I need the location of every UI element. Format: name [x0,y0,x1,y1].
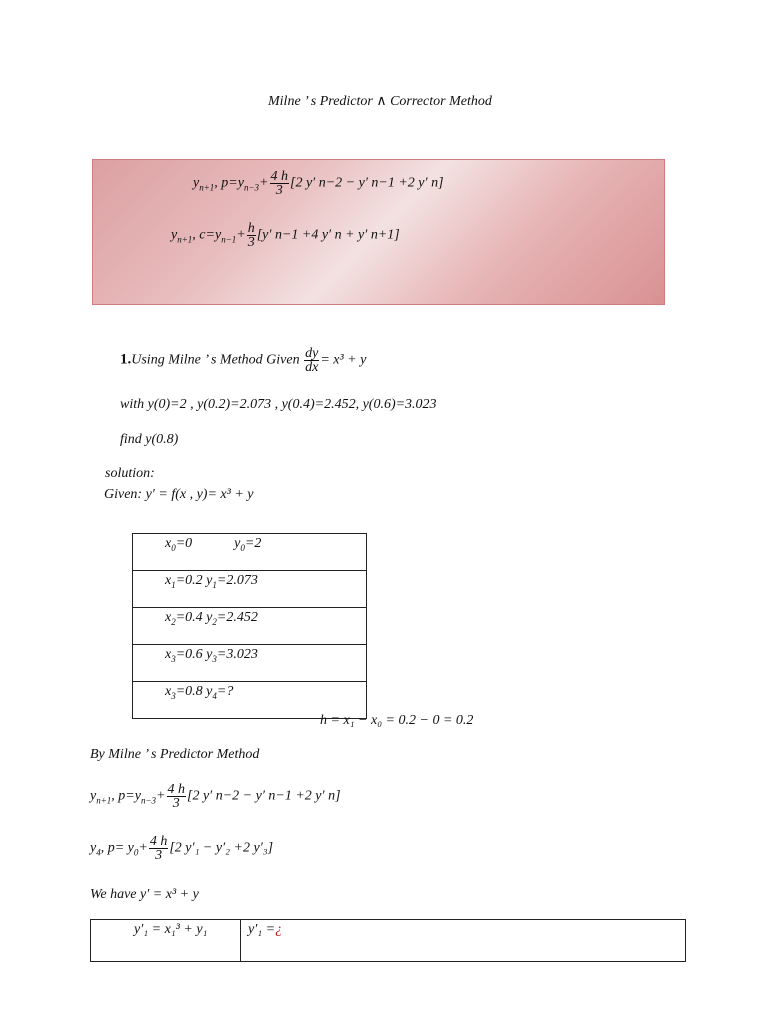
problem-statement: 1.Using Milne ’ s Method Given $\frac{dy}{dx}$ = x³ + y [120,346,367,375]
step-size: h = x₁ − x₀ = 0.2 − 0 = 0.2 [320,713,474,728]
corrector-formula: $y_{n+1}$, $c=y_{n-1}+$ $\frac{h}{3}$ [y′ n−1 +4 y′ n + y′ n+1] [171,221,400,250]
table-cell: $x_3=0.6$ $y_3=3.023$ [133,645,367,682]
derivative-formula-cell: y′₁ = x₁³ + y₁ [91,920,241,962]
table-row [91,920,686,962]
general-predictor-formula: $y_{n+1}$, $p=y_{n-3}+$ $\frac{4 h}{3}$ [2 y′ n−2 − y′ n−1 +2 y′ n] [90,782,341,811]
data-table [132,533,367,719]
formula-box [92,159,665,305]
table-cell: $x_2=0.4$ $y_2=2.452$ [133,608,367,645]
page-title: Milne ’ s Predictor ∧ Corrector Method [268,94,492,109]
we-have-line: We have y′ = x³ + y [90,887,199,902]
table-cell: $x_3=0.8$ $y_4=$? [133,682,367,719]
given-function: Given: y′ = f(x , y)= x³ + y [104,487,254,502]
predictor-formula: $y_{n+1}$, $p=y_{n-3}+$ $\frac{4 h}{3}$ [2 y′ n−2 − y′ n−1 +2 y′ n] [193,169,444,198]
unknown-value: ¿ [275,922,283,937]
solution-label: solution: [105,466,155,481]
table-row [133,608,367,645]
table-row [133,645,367,682]
table-cell: $x_1=0.2$ $y_1=2.073$ [133,571,367,608]
table-cell: $x_0=0$ $y_0=2$ [133,534,367,571]
table-row [133,534,367,571]
table-row [133,571,367,608]
predictor-heading: By Milne ’ s Predictor Method [90,747,260,762]
given-values: with y(0)=2 , y(0.2)=2.073 , y(0.4)=2.452, y(0.6)=3.023 [120,397,437,412]
specific-predictor-formula: $y_4$, $p= y_0+$ $\frac{4 h}{3}$ [2 y′₁ − y′₂ +2 y′₃] [90,834,274,863]
find-line: find y(0.8) [120,432,179,447]
derivative-table [90,919,686,962]
derivative-value-cell: y′₁ =¿ [241,920,686,962]
